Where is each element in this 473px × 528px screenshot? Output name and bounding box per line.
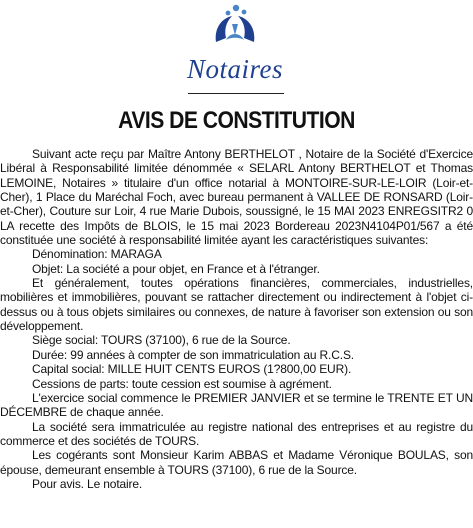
title-divider xyxy=(188,93,284,94)
page-title: AVIS DE CONSTITUTION xyxy=(118,107,355,134)
paragraph-fiscal-year: L'exercice social commence le PREMIER JANVIER et se termine le TRENTE ET UN DÉCEMBRE de chaque année. xyxy=(0,390,473,420)
paragraph-duration: Durée: 99 années à compter de son immatriculation au R.C.S. xyxy=(32,347,354,362)
notice-body xyxy=(0,147,473,491)
logo-wordmark: Notaires xyxy=(186,54,283,84)
notaires-emblem-icon xyxy=(206,2,264,56)
paragraph-denomination: Dénomination: MARAGA xyxy=(32,247,162,262)
paragraph-signature: Pour avis. Le notaire. xyxy=(32,476,143,491)
paragraph-general: Et généralement, toutes opérations financières, commerciales, industrielles, mobilières et immobilières, pouvant se rattacher directement ou indirectement à l'objet ci-dessus ou à tous objets similaires ou connexes, de nature à favoriser son extension ou son développement. xyxy=(0,276,473,334)
paragraph-object: Objet: La société a pour objet, en France et à l'étranger. xyxy=(32,261,320,276)
paragraph-deed: Suivant acte reçu par Maître Antony BERTHELOT , Notaire de la Société d'Exercice Libéral à Responsabilité limitée dénommée « SELARL Antony BERTHELOT et Thomas LEMOINE, Notaires » titulaire d'un office notarial à MONTOIRE-SUR-LE-LOIR (Loir-et-Cher), 1 Place du Maréchal Foch, avec bureau permanent à VALLEE DE RONSARD (Loir-et-Cher), Couture sur Loir, 4 rue Marie Dubois, soussigné, le 15 MAI 2023 ENREGSITR2 0 LA recette des Impôts de BLOIS, le 15 mai 2023 Bordereau 2023N4104P01/567 a été constituée une société à responsabilité limitée ayant les caractéristiques suivantes: xyxy=(0,147,473,248)
paragraph-capital: Capital social: MILLE HUIT CENTS EUROS (1?800,00 EUR). xyxy=(32,362,352,377)
paragraph-registration: La société sera immatriculée au registre national des entreprises et au registre du commerce et des sociétés de TOURS. xyxy=(0,419,473,448)
notaires-logo xyxy=(170,2,300,88)
paragraph-head-office: Siège social: TOURS (37100), 6 rue de la Source. xyxy=(32,333,291,348)
paragraph-share-transfers: Cessions de parts: toute cession est soumise à agrément. xyxy=(32,376,332,391)
paragraph-managers: Les cogérants sont Monsieur Karim ABBAS et Madame Véronique BOULAS, son épouse, demeurant ensemble à TOURS (37100), 6 rue de la Source. xyxy=(0,448,473,477)
